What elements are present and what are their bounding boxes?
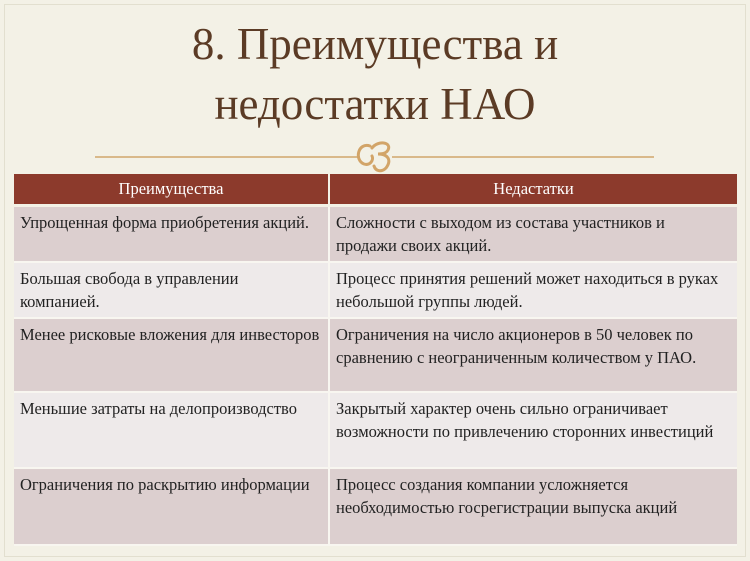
disadvantage-cell: Ограничения на число акционеров в 50 человек по сравнению с неограниченным количеством у ПАО. bbox=[329, 318, 737, 392]
advantage-cell: Большая свобода в управлении компанией. bbox=[14, 262, 329, 318]
divider-left bbox=[95, 156, 360, 158]
table-row bbox=[14, 468, 737, 545]
advantage-cell: Меньшие затраты на делопроизводство bbox=[14, 392, 329, 468]
title-line-1: 8. Преимущества и bbox=[191, 19, 559, 69]
disadvantage-cell: Закрытый характер очень сильно ограничивает возможности по привлечению сторонних инвестиций bbox=[329, 392, 737, 468]
disadvantage-cell: Процесс создания компании усложняется необходимостью госрегистрации выпуска акций bbox=[329, 468, 737, 545]
table-row bbox=[14, 318, 737, 392]
header-disadvantages: Недастатки bbox=[329, 174, 737, 206]
disadvantage-cell: Процесс принятия решений может находиться в руках небольшой группы людей. bbox=[329, 262, 737, 318]
title-line-2: недостатки НАО bbox=[214, 79, 536, 129]
header-advantages: Преимущества bbox=[14, 174, 329, 206]
advantage-cell: Упрощенная форма приобретения акций. bbox=[14, 206, 329, 263]
advantage-cell: Ограничения по раскрытию информации bbox=[14, 468, 329, 545]
advantage-cell: Менее рисковые вложения для инвесторов bbox=[14, 318, 329, 392]
divider-right bbox=[392, 156, 654, 158]
table-header-row bbox=[14, 174, 737, 206]
comparison-table bbox=[14, 174, 737, 546]
slide-title bbox=[0, 14, 750, 134]
table-row bbox=[14, 262, 737, 318]
table-row bbox=[14, 392, 737, 468]
disadvantage-cell: Сложности с выходом из состава участников и продажи своих акций. bbox=[329, 206, 737, 263]
table-row bbox=[14, 206, 737, 263]
